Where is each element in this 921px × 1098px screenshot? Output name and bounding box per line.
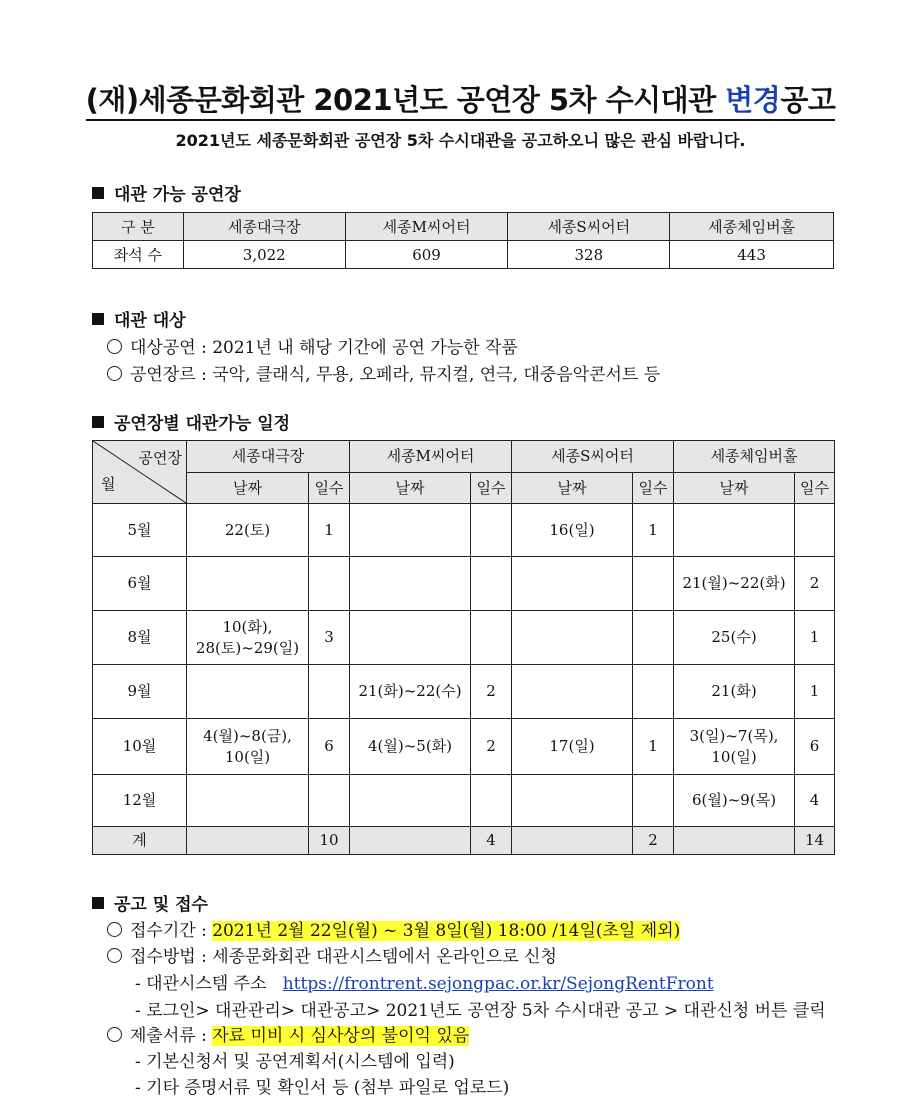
table-row: [93, 611, 835, 665]
table-row: [93, 719, 835, 775]
table-cell: 609: [345, 241, 508, 269]
month-cell: 8월: [93, 611, 187, 665]
date-cell: 4(월)~8(금), 10(일): [187, 719, 309, 775]
date-cell: [350, 827, 471, 855]
table-header-cell: 세종체임버홀: [670, 213, 834, 241]
table-header-cell: 구 분: [93, 213, 184, 241]
days-cell: 1: [633, 719, 674, 775]
list-item-period: 접수기간 : 2021년 2월 22일(월) ~ 3월 8일(월) 18:00 /14일(초일 제외): [107, 916, 680, 941]
days-cell: [471, 775, 512, 827]
table-cell: 좌석 수: [93, 241, 184, 269]
venue-header: 세종체임버홀: [674, 441, 835, 473]
date-cell: 16(일): [512, 504, 633, 557]
subheader-days: 일수: [471, 473, 512, 504]
corner-label-month: 월: [101, 475, 116, 493]
highlighted-docs: 자료 미비 시 심사상의 불이익 있음: [212, 1026, 470, 1046]
days-cell: 2: [795, 557, 835, 611]
subheader-date: 날짜: [350, 473, 471, 504]
table-row: [93, 504, 835, 557]
date-cell: [674, 504, 795, 557]
month-cell: 5월: [93, 504, 187, 557]
date-cell: 17(일): [512, 719, 633, 775]
days-cell: [633, 611, 674, 665]
square-bullet-icon: [92, 416, 104, 428]
table-header-cell: 세종M씨어터: [345, 213, 508, 241]
days-cell: [309, 665, 350, 719]
list-item: 대상공연 : 2021년 내 해당 기간에 공연 가능한 작품: [107, 333, 518, 358]
corner-label-venue: 공연장: [138, 449, 182, 467]
date-cell: [187, 665, 309, 719]
date-cell: 21(월)~22(화): [674, 557, 795, 611]
date-cell: [187, 827, 309, 855]
page-subtitle: 2021년도 세종문화회관 공연장 5차 수시대관을 공고하오니 많은 관심 바랍니다.: [175, 131, 746, 150]
days-cell: [633, 665, 674, 719]
table-total-row: [93, 827, 835, 855]
list-item-docs: 제출서류 : 자료 미비 시 심사상의 불이익 있음: [107, 1021, 469, 1046]
date-cell: 22(토): [187, 504, 309, 557]
month-cell: 12월: [93, 775, 187, 827]
table-row: [93, 775, 835, 827]
section-heading-target: 대관 대상: [92, 306, 186, 331]
section-heading-schedule: 공연장별 대관가능 일정: [92, 409, 290, 434]
diagonal-header-cell: [93, 441, 187, 504]
subheader-days: 일수: [633, 473, 674, 504]
schedule-table: [92, 440, 835, 855]
highlighted-period: 2021년 2월 22일(월) ~ 3월 8일(월) 18:00 /14일(초일 제외): [212, 921, 681, 941]
square-bullet-icon: [92, 897, 104, 909]
days-cell: 2: [471, 719, 512, 775]
date-cell: [512, 557, 633, 611]
square-bullet-icon: [92, 187, 104, 199]
days-cell: [471, 504, 512, 557]
total-label: 계: [93, 827, 187, 855]
table-header-row: [93, 441, 835, 473]
date-cell: [674, 827, 795, 855]
days-cell: 6: [309, 719, 350, 775]
date-cell: 4(월)~5(화): [350, 719, 471, 775]
date-cell: 21(화)~22(수): [350, 665, 471, 719]
square-bullet-icon: [92, 313, 104, 325]
venue-header: 세종S씨어터: [512, 441, 674, 473]
date-cell: 25(수): [674, 611, 795, 665]
date-cell: 3(일)~7(목), 10(일): [674, 719, 795, 775]
system-url-link[interactable]: https://frontrent.sejongpac.or.kr/SejongRentFront: [282, 974, 714, 994]
table-row: [93, 665, 835, 719]
subheader-date: 날짜: [674, 473, 795, 504]
page-title: (재)세종문화회관 2021년도 공연장 5차 수시대관 변경공고: [0, 78, 921, 119]
month-cell: 6월: [93, 557, 187, 611]
date-cell: [350, 775, 471, 827]
date-cell: [187, 775, 309, 827]
date-cell: [512, 775, 633, 827]
venue-header: 세종대극장: [187, 441, 350, 473]
date-cell: [512, 827, 633, 855]
circle-bullet-icon: [107, 1027, 122, 1042]
table-row: [93, 557, 835, 611]
days-cell: 1: [795, 665, 835, 719]
days-cell: 6: [795, 719, 835, 775]
table-header-row: [93, 213, 834, 241]
list-item-doc: - 기타 증명서류 및 확인서 등 (첨부 파일로 업로드): [135, 1078, 510, 1098]
circle-bullet-icon: [107, 339, 122, 354]
days-cell: [309, 775, 350, 827]
days-cell: 3: [309, 611, 350, 665]
days-cell: [795, 504, 835, 557]
days-cell: [471, 611, 512, 665]
table-cell: 3,022: [183, 241, 345, 269]
month-cell: 9월: [93, 665, 187, 719]
days-cell: [633, 775, 674, 827]
days-cell: 4: [795, 775, 835, 827]
days-cell: 1: [309, 504, 350, 557]
date-cell: 6(월)~9(목): [674, 775, 795, 827]
circle-bullet-icon: [107, 922, 122, 937]
section-heading-venues: 대관 가능 공연장: [92, 180, 241, 205]
table-header-cell: 세종대극장: [183, 213, 345, 241]
section-heading-notice: 공고 및 접수: [92, 890, 208, 915]
date-cell: [350, 557, 471, 611]
total-days-cell: 14: [795, 827, 835, 855]
days-cell: [471, 557, 512, 611]
list-item-method: 접수방법 : 세종문화회관 대관시스템에서 온라인으로 신청: [107, 942, 557, 967]
table-header-cell: 세종S씨어터: [508, 213, 670, 241]
list-item-doc: - 기본신청서 및 공연계획서(시스템에 입력): [135, 1052, 455, 1072]
date-cell: 10(화), 28(토)~29(일): [187, 611, 309, 665]
subheader-days: 일수: [309, 473, 350, 504]
subheader-days: 일수: [795, 473, 835, 504]
days-cell: 1: [795, 611, 835, 665]
date-cell: [350, 611, 471, 665]
table-cell: 443: [670, 241, 834, 269]
total-days-cell: 4: [471, 827, 512, 855]
subheader-date: 날짜: [187, 473, 309, 504]
date-cell: [512, 611, 633, 665]
venue-header: 세종M씨어터: [350, 441, 512, 473]
total-days-cell: 2: [633, 827, 674, 855]
circle-bullet-icon: [107, 948, 122, 963]
table-subheader-row: [93, 473, 835, 504]
circle-bullet-icon: [107, 366, 122, 381]
table-row: [93, 241, 834, 269]
days-cell: 1: [633, 504, 674, 557]
list-item-system: - 대관시스템 주소 https://frontrent.sejongpac.or.kr/SejongRentFront: [135, 974, 714, 994]
date-cell: 21(화): [674, 665, 795, 719]
total-days-cell: 10: [309, 827, 350, 855]
date-cell: [350, 504, 471, 557]
list-item: 공연장르 : 국악, 클래식, 무용, 오페라, 뮤지컬, 연극, 대중음악콘서트 등: [107, 360, 660, 385]
month-cell: 10월: [93, 719, 187, 775]
days-cell: 2: [471, 665, 512, 719]
days-cell: [633, 557, 674, 611]
title-highlight: 변경: [725, 83, 781, 117]
date-cell: [512, 665, 633, 719]
date-cell: [187, 557, 309, 611]
table-cell: 328: [508, 241, 670, 269]
days-cell: [309, 557, 350, 611]
venue-seat-table: [92, 212, 834, 269]
subheader-date: 날짜: [512, 473, 633, 504]
list-item-login-path: - 로그인> 대관관리> 대관공고> 2021년도 공연장 5차 수시대관 공고 > 대관신청 버튼 클릭: [135, 1001, 826, 1021]
